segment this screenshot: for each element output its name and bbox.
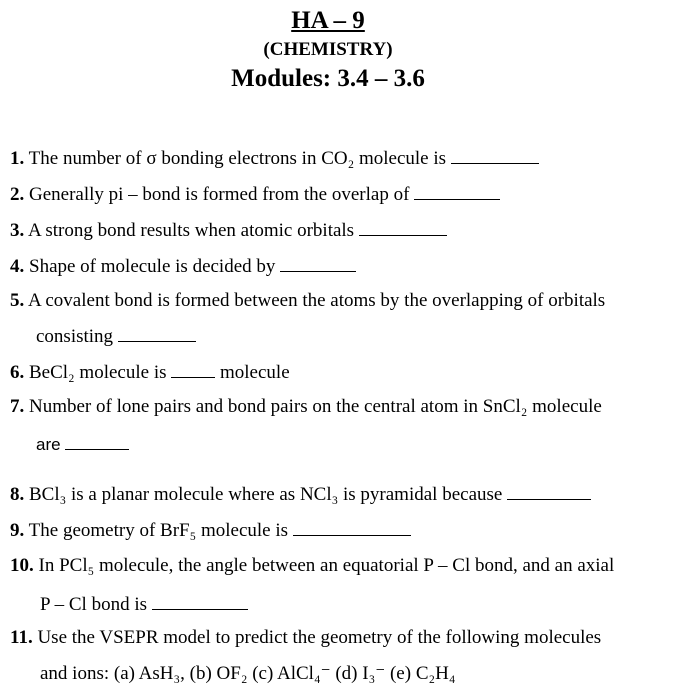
question-text: BeCl₂ molecule is [29,362,167,383]
question-text: BCl₃ is a planar molecule where as NCl₃ is pyramidal because [29,484,503,505]
question-text: In PCl₅ molecule, the angle between an equatorial P – Cl bond, and an axial [38,555,615,576]
question-6 [10,359,682,385]
question-4 [10,253,682,279]
answer-blank [280,253,356,272]
modules-label: Modules: 3.4 – 3.6 [231,65,425,92]
question-5-continuation [36,323,196,349]
question-number: 1. [10,148,25,169]
question-10 [10,554,682,578]
question-number: 10. [10,555,34,576]
question-7 [10,395,682,419]
question-text: Shape of molecule is decided by [29,256,276,277]
answer-blank [65,431,129,450]
question-text-continued: and ions: (a) AsH₃, (b) OF₂ (c) AlCl₄⁻ (d) I₃⁻ (e) C₂H₄ [40,663,456,684]
answer-blank [293,517,411,536]
answer-blank [152,591,248,610]
question-text: Generally pi – bond is formed from the overlap of [29,184,410,205]
question-7-continuation [36,431,129,457]
question-number: 6. [10,362,25,383]
answer-blank [118,323,196,342]
question-number: 4. [10,256,25,277]
question-3 [10,217,682,243]
question-1 [10,145,682,171]
question-10-continuation [40,591,248,617]
question-11 [10,626,682,650]
answer-blank [414,181,500,200]
question-8 [10,481,682,507]
question-5 [10,289,682,313]
question-2 [10,181,682,207]
question-text-after: molecule [220,362,290,383]
question-9 [10,517,682,543]
question-text-continued: consisting [36,326,114,347]
question-11-continuation [40,662,455,686]
subject-label: (CHEMISTRY) [263,39,393,60]
question-number: 5. [10,290,25,311]
page-title: HA – 9 [291,7,365,34]
question-text: Number of lone pairs and bond pairs on the central atom in SnCl₂ molecule [29,396,602,417]
answer-blank [359,217,447,236]
question-text: A strong bond results when atomic orbitals [27,220,355,241]
answer-blank [171,359,215,378]
question-number: 3. [10,220,25,241]
question-text: A covalent bond is formed between the atoms by the overlapping of orbitals [27,290,606,311]
question-text: The number of σ bonding electrons in CO₂ molecule is [28,148,447,169]
question-text-continued: are [36,435,61,454]
answer-blank [507,481,591,500]
question-number: 11. [10,627,33,648]
question-number: 9. [10,520,25,541]
question-number: 8. [10,484,25,505]
question-number: 2. [10,184,25,205]
question-text-continued: P – Cl bond is [40,594,147,615]
question-text: Use the VSEPR model to predict the geometry of the following molecules [37,627,602,648]
answer-blank [451,145,539,164]
question-number: 7. [10,396,25,417]
question-text: The geometry of BrF₅ molecule is [28,520,289,541]
